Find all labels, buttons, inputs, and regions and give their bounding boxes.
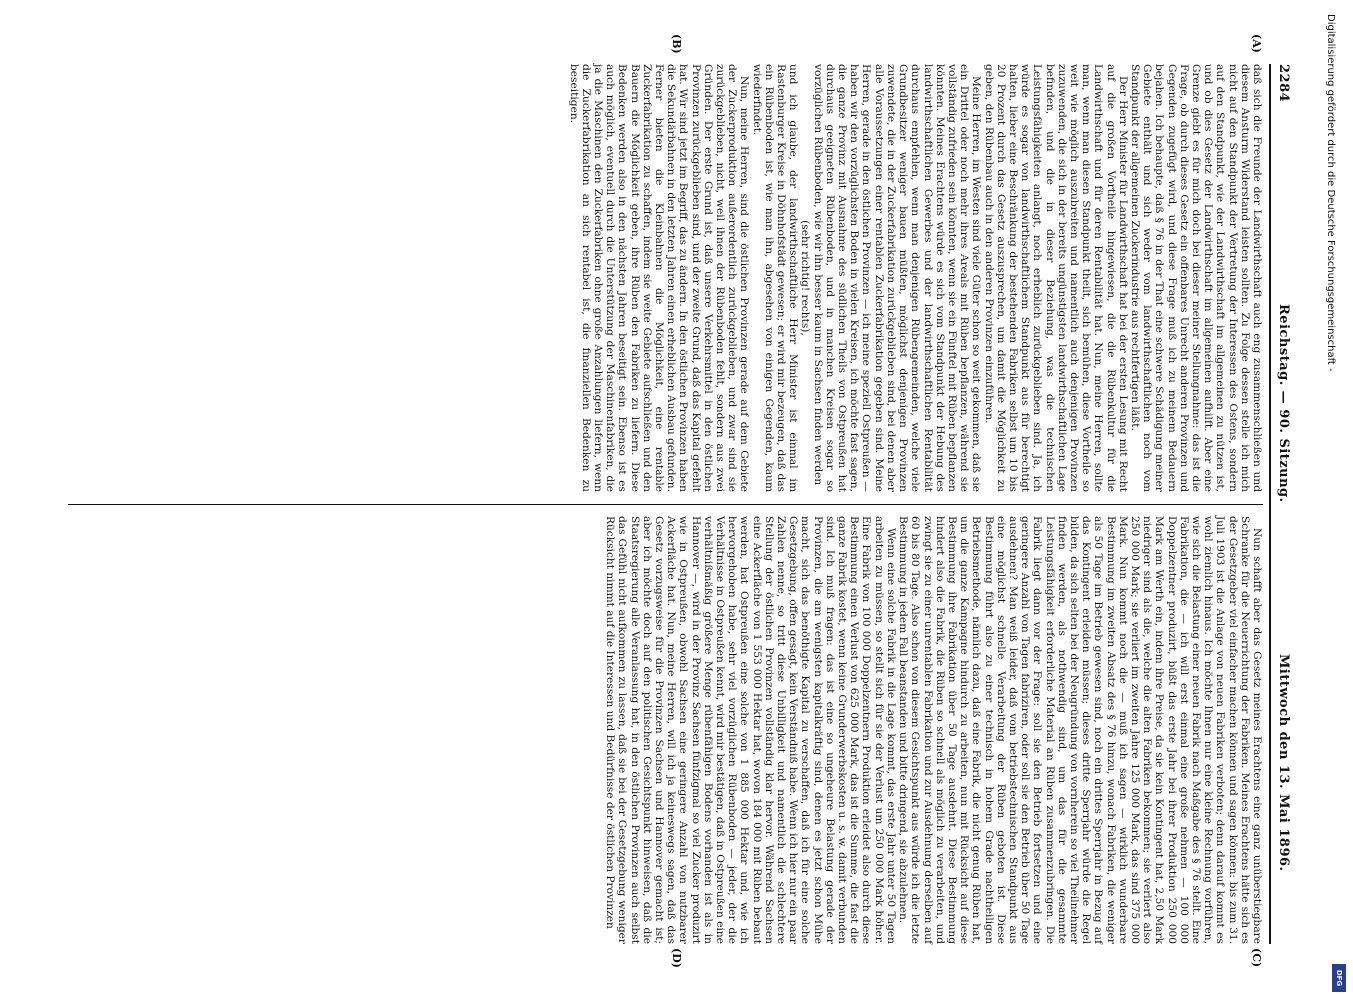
header-rule [1269, 64, 1271, 944]
paragraph: Meine Herren, im Westen sind viele Güter schon so weit gekommen, daß sie ein Drittel oder noch mehr ihres Areals mit Rüben bepflanzen, während sie vollständig zufrieden sein könnten, wenn sie ein Fünftel mit Rüben bepflanzen könnten. Meines Erachtens würde es sich vom Standpunkt der Hebung des landwirthschaftlichen Gewerbes und der landwirthschaftlichen Rentabilität durchaus empfehlen, wenn man denjenigen Rübengemeinden, welche viele Grundbesitzer weniger bauen müßten, möglichst denjenigen Provinzen zuwendete, die in der Zuckerfabrikation zurückgeblieben sind, bei denen aber alle Voraussetzungen einer rentablen Zuckerfabrikation gegeben sind. Meine Herren, gerade in den östlichen Provinzen — ich meine speziell Ostpreußen — haben wir den vorzüglichsten Boden in vielen Kreisen, ich möchte fast sagen, die ganze Provinz mit Ausnahme des südlichen Theils von Ostpreußen hat durchaus geeigneten Rübenboden, und in manchen Kreisen sogar so vorzüglichen Rübenboden, wie wir ihn besser kaum in Sachsen finden werden [811, 64, 983, 492]
left-column [567, 64, 1263, 492]
dfg-logo-text: DFG [1335, 969, 1343, 987]
margin-marker-d: (D) [670, 948, 683, 968]
paragraph: Nun schafft aber das Gesetz meines Erachtens eine ganz unüberstiegbare Schranke für die Neuerrichtung der Fabriken. Meines Erachtens hätte sich es der Gesetzgeber viel einfacher machen können und sagen können: bis zum 31. Juli 1903 ist die Anlage von neuen Fabriken verboten; denn darauf kommt es wohl ziemlich hinaus. Ich möchte Ihnen nur eine kleine Rechnung vorführen, wie sich die Belastung einer neuen Fabrik nach Maßgabe des § 76 stellt. Eine Fabrikation, die — ich will erst einmal eine große nehmen — 100 000 Doppelzentner produzirt, büßt das erste Jahr bei ihrer Produktion 250 000 Mark am Werth ein, indem ihre Preise, da sie kein Kontingent hat, 2,50 Mark niedriger sind als die, welche die alten Fabriken bekommen; sie verliert also 250 000 Mark; sie verliert im zweiten Jahre 125 000 Mark, das sind 375 000 Mark. Nun kommt noch die — muß ich sagen — wirklich wunderbare Bestimmung im zweiten Absatz des § 76 hinzu, wonach Fabriken, die weniger als 50 Tage im Betrieb gewesen sind, noch ein drittes Sperrjahr in Bezug auf das Kontingent erleiden müssen; dieses dritte Sperrjahr würde die Regel bilden, da sich selten bei der Neugründung von vornherein so viel Theilnehmer finden werden, als nothwendig sind, um das für die gesammte Leistungsfähigkeit erforderliche Material an Rüben zusammenzubringen. Die Fabrik liegt dann vor der Frage: soll sie den Betrieb fortsetzen und eine geringere Anzahl von Tagen fabriziren, oder soll sie den Betrieb über 50 Tage ausdehnen? Man weiß leider, daß vom betriebstechnischen Standpunkt aus eine möglichst schnelle Verarbeitung der Rüben geboten ist. Diese Bestimmung führt also zu einer technisch in hohem Grade nachtheiligen Betriebsmethode, nämlich dazu, daß eine Fabrik, die nicht genug Rüben hat, um die ganze Kampagne hindurch zu arbeiten, nun mit Rücksicht auf diese Bestimmung ihre Fabrikation über 50 Tage ausdehnt. Diese Bestimmung hindert also die Fabrik, die Rüben so schnell als möglich zu verarbeiten, und zwingt sie zu einer unrentablen Fabrikation und zur Ausdehnung derselben auf 60 bis 80 Tage. Also schon von diesem Gesichtspunkt aus würde ich die letzte Bestimmung in jedem Fall beanstanden und bitte dringend, sie abzulehnen. [897, 516, 1263, 944]
paragraph: und ich glaube, der landwirthschaftliche Herr Minister ist einmal im Rastenburger Kreise in Döhnhofstädt gewesen; er wird mir bezeugen, daß das ein Rübenboden ist, wie man ihn, abgesehen von einigen Gegenden, kaum wiederfindet. [750, 64, 800, 492]
digitization-credit: Digitalisierung gefördert durch die Deutsche Forschungsgemeinschaft - [1325, 14, 1336, 372]
dfg-logo [1332, 964, 1346, 992]
document-page [63, 34, 1293, 968]
page-header [1271, 64, 1293, 944]
paragraph: Nun, meine Herren, sind die östlichen Provinzen gerade auf dem Gebiete der Zuckerproduktion außerordentlich zurückgeblieben, und zwar sind sie zurückgeblieben, nicht, weil ihnen der Rübenboden fehlt, sondern aus zwei Gründen. Der erste Grund ist, daß unsere Verkehrsmittel in den östlichen Provinzen zurückgeblieben sind, und der zweite Grund, daß das Kapital gefehlt hat. Wir sind jetzt im Begriff, das zu ändern. In den östlichen Provinzen haben die Sekundärbahnen in den letzten Jahren einen erheblichen Ausbau gefunden. Ferner bieten die Kleinbahnen die Möglichkeit, eine rentable Zuckerfabrikation zu schaffen, indem sie weite Gebiete aufschließen und den Bauern die Möglichkeit geben, ihre Rüben den Fabriken zu liefern. Diese Bedenken werden also in den nächsten Jahren beseitigt sein. Ebenso ist es auch möglich, eventuell durch die Unterstützung der Maschinenfabriken, die ja die Maschinen den Zuckerfabriken ohne große Anzahlungen liefern, wenn die Zuckerfabrikation an sich rentabel ist, die finanziellen Bedenken zu beseitigen. [567, 64, 751, 492]
column-divider [68, 504, 1263, 505]
margin-marker-c: (C) [1250, 948, 1263, 968]
paragraph: daß sich die Freunde der Landwirthschaft auch eng zusammenschließen und diesem Ansturm Widerstand leisten sollten. Zu Folge dessen stelle ich mich nicht auf den Standpunkt der Vertretung der Interessen des Ostens, sondern auf den Standpunkt, wie der Landwirthschaft im allgemeinen zu nützen ist, und ob dies Gesetz der Landwirthschaft im allgemeinen aufhilft. Aber eine Grenze giebt es für mich doch bei dieser meiner Stellungnahme: das ist die Frage, ob durch dieses Gesetz ein offenbares Unrecht anderen Provinzen und Gegenden zugefügt wird, und diese Frage muß ich zu meinem Bedauern bejahen. Ich behaupte, daß § 76 in der That eine schwere Schädigung meiner Gebiete enthält und sich weder vom landwirthschaftlichen noch vom Standpunkt der allgemeinen Zuckerindustrie aus rechtfertigen läßt. [1128, 64, 1263, 492]
paragraph: Wenn eine solche Fabrik in die Lage kommt, das erste Jahr unter 50 Tagen arbeiten zu müssen, so stellt sich für sie der Verlust um 250 000 Mark höher. Eine Fabrik von 100 000 Doppelzentnern Produktion erleidet also durch diese Bestimmung einen Verlust von 625 000 Mark, das ist die Summe, die fast die ganze Fabrik kostet, wenn keine Grunderwerbskosten u. s. w. damit verbunden sind. Ich muß fragen: das ist eine so ungeheure Belastung gerade der Provinzen, die am wenigsten kapitalkräftig sind, denen es jetzt schon Mühe macht, sich das benöthigte Kapital zu verschaffen, daß ich für eine solche Gesetzgebung, offen gesagt, kein Verständniß habe. Wenn ich hier nur ein paar Zahlen nenne, so tritt diese Unbilligkeit und namentlich die schlechtere Stellung der östlichen Provinzen vollständig klar hervor. Während Sachsen eine Ackerfläche von 1 553 000 Hektar hat, wovon 184 000 mit Rüben bebaut werden, hat Ostpreußen eine solche von 1 885 000 Hektar und, wie ich hervorgehoben habe, sehr viel vorzüglichen Rübenboden — jeder, der die Verhältnisse in Ostpreußen kennt, wird mir bestätigen, daß in Ostpreußen eine verhältnißmäßig größere Menge rübenfähigen Bodens vorhanden ist als in Hannover —, wird in der Provinz Sachsen fünfzigmal so viel Zucker produzirt wie in Ostpreußen, obwohl Sachsen eine geringere Anzahl von nutzbarer Ackerfläche hat. Nun, meine Herren, will ich ja keineswegs sagen, daß das Gesetz vorzugsweise für die Provinzen Sachsen und Hannover gemacht ist; aber ich möchte doch auf den politischen Gesichtspunkt hinweisen, daß die Staatsregierung alle Veranlassung hat, in den östlichen Provinzen auch selbst das Gefühl nicht aufkommen zu lassen, daß sie bei der Gesetzgebung weniger Rücksicht nimmt auf die Interessen und Bedürfnisse der östlichen Provinzen [604, 516, 897, 944]
session-title: Reichstag. — 90. Sitzung. [1276, 304, 1291, 503]
margin-marker-b: (B) [670, 34, 683, 54]
page-number: 2284 [1276, 64, 1291, 103]
right-column [604, 516, 1263, 944]
session-date: Mittwoch den 13. Mai 1896. [1276, 654, 1291, 872]
margin-marker-a: (A) [1250, 34, 1263, 53]
paragraph: Der Herr Minister für Landwirthschaft hat bei der ersten Lesung mit Recht auf die großen Vortheile hingewiesen, die die Rübenkultur für die Landwirthschaft und für deren Rentabilität hat. Nun, meine Herren, sollte man, wenn man diesen Standpunkt theilt, sich bemühen, diese Vortheile so weit wie möglich auszubreiten und namentlich auch denjenigen Provinzen zuzuwenden, die sich in der bereits ungünstigsten landwirthschaftlichen Lage befinden, und die in dieser Beziehung, was die technischen Leistungsfähigkeiten anlangt, noch erheblich zurückgeblieben sind. Ja, ich würde es sogar von landwirthschaftlichem Standpunkt aus für berechtigt halten, lieber eine Beschränkung der bestehenden Fabriken selbst um 10 bis 20 Prozent durch das Gesetz auszusprechen, um damit die Möglichkeit zu geben, den Rübenbau auch in den anderen Provinzen einzuführen. [982, 64, 1129, 492]
interjection: (sehr richtig! rechts), [799, 220, 812, 336]
